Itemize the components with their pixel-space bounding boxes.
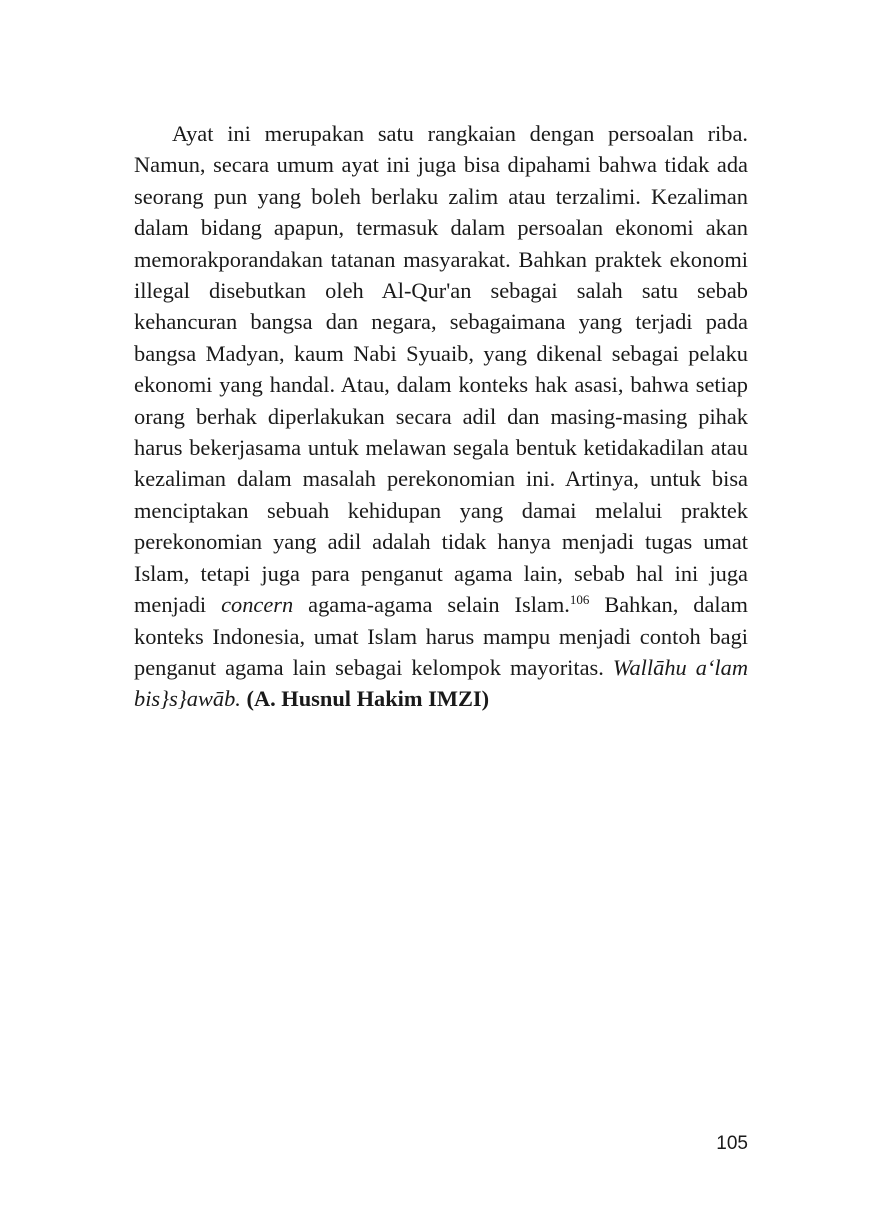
footnote-reference[interactable]: 106 [569, 592, 590, 608]
body-paragraph [134, 118, 748, 715]
paragraph-text-main: Ayat ini merupakan satu rangkaian dengan persoalan riba. Namun, secara umum ayat ini juga bisa dipahami bahwa tidak ada seorang pun yang boleh berlaku zalim atau terzalimi. Kezaliman dalam bidang apapun, termasuk dalam persoalan ekonomi akan memorakporandakan tatanan masyarakat. Bahkan praktek ekonomi illegal disebutkan oleh Al-Qur'an sebagai salah satu sebab kehancuran bangsa dan negara, sebagaimana yang terjadi pada bangsa Madyan, kaum Nabi Syuaib, yang dikenal sebagai pelaku ekonomi yang handal. Atau, dalam konteks hak asasi, bahwa setiap orang berhak diperlakukan secara adil dan masing-masing pihak harus bekerjasama untuk melawan segala bentuk ketidakadilan atau kezaliman dalam masalah perekonomian ini. Artinya, untuk bisa menciptakan sebuah kehidupan yang damai melalui praktek perekonomian yang adil adalah tidak hanya menjadi tugas umat Islam, tetapi juga para penganut agama lain, sebab hal ini juga menjadi [134, 121, 748, 618]
author-attribution: (A. Husnul Hakim IMZI) [246, 686, 490, 712]
concern-italic-term: concern [221, 592, 294, 618]
closing-phrase: Wallāhu a‘lam bis}s}awāb. [134, 654, 748, 712]
paragraph-text-bahkan: Bahkan, dalam konteks Indonesia, umat Islam harus mampu menjadi contoh bagi penganut agama lain sebagai kelompok mayoritas. [134, 592, 748, 680]
paragraph-text-islam: agama-agama selain Islam. [308, 592, 570, 618]
page-number: 105 [716, 1133, 748, 1154]
